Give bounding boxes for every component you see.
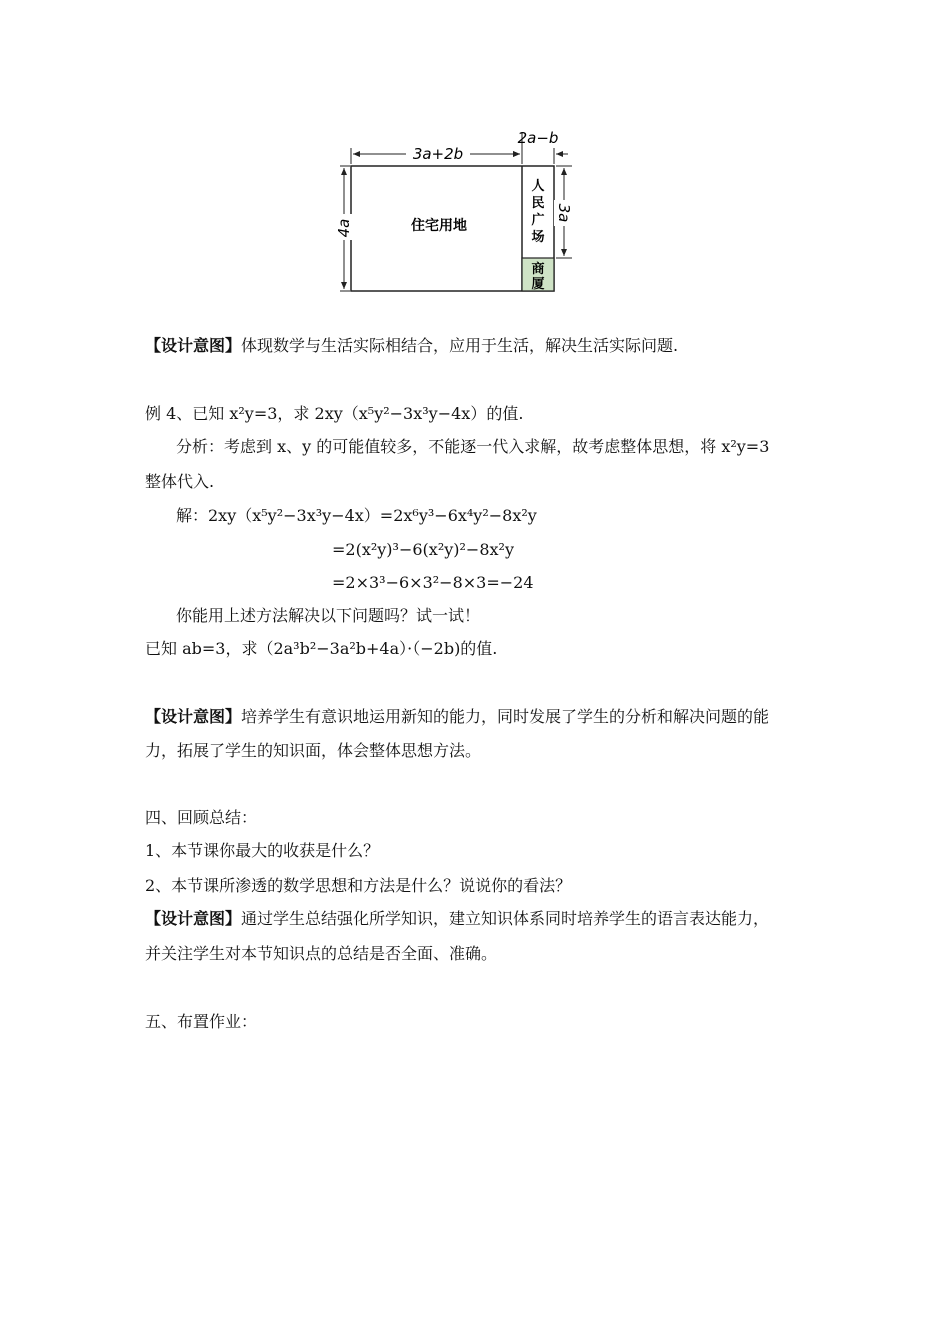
review-heading: 四、回顾总结： [145, 808, 258, 827]
top-width-label: 3a+2b [412, 145, 464, 163]
homework-heading: 五、布置作业： [145, 1012, 258, 1031]
solution-line-3: =2×3³−6×3²−8×3=−24 [332, 573, 534, 592]
example-4 [145, 404, 523, 424]
solution-line-2: =2(x²y)³−6(x²y)²−8x²y [332, 540, 514, 559]
main-region-label: 住宅用地 [411, 218, 467, 234]
design-intent-label: 【设计意图】 [145, 336, 242, 355]
design-intent-label: 【设计意图】 [145, 909, 242, 928]
example-prefix: 例 4、已知 [145, 404, 230, 423]
mall-char: 厦 [531, 277, 545, 292]
exercise: 已知 ab=3，求（2a³b²−3a²b+4a）·（−2b)的值. [145, 639, 498, 658]
review-question-1: 1、本节课你最大的收获是什么？ [145, 841, 380, 860]
example-expression: 2xy（x⁵y²−3x³y−4x） [314, 404, 487, 423]
right-height-label: 3a [555, 203, 573, 223]
left-height-label: 4a [335, 218, 353, 238]
square-char: 民 [531, 196, 545, 211]
design-intent-text: 培养学生有意识地运用新知的能力，同时发展了学生的分析和解决问题的能 [241, 707, 770, 726]
design-intent-text: 通过学生总结强化所学知识，建立知识体系同时培养学生的语言表达能力， [241, 909, 770, 928]
analysis-line-2: 整体代入. [145, 472, 215, 491]
example-suffix: 的值. [486, 404, 524, 423]
design-intent-text: 体现数学与生活实际相结合，应用于生活，解决生活实际问题. [241, 336, 679, 355]
land-use-diagram [320, 128, 580, 300]
right-width-label: 2a−b [517, 129, 559, 147]
design-intent-2 [145, 707, 769, 727]
square-char: 场 [531, 230, 545, 245]
design-intent-2-cont: 力，拓展了学生的知识面，体会整体思想方法。 [145, 741, 482, 760]
review-question-2: 2、本节课所渗透的数学思想和方法是什么？说说你的看法？ [145, 876, 572, 895]
mall-char: 商 [531, 262, 545, 277]
example-mid: ，求 [277, 404, 315, 423]
design-intent-label: 【设计意图】 [145, 707, 242, 726]
solution-line-1: 解：2xy（x⁵y²−3x³y−4x）=2x⁶y³−6x⁴y²−8x²y [176, 506, 537, 525]
design-intent-1 [145, 336, 678, 356]
example-given: x²y=3 [229, 404, 278, 423]
square-char: 人 [531, 179, 545, 194]
square-char: 广 [531, 213, 545, 228]
design-intent-3-cont: 并关注学生对本节知识点的总结是否全面、准确。 [145, 944, 498, 963]
analysis-line-1: 分析：考虑到 x、y 的可能值较多，不能逐一代入求解，故考虑整体思想，将 x²y=3 [176, 437, 770, 456]
try-it-prompt: 你能用上述方法解决以下问题吗？试一试！ [176, 606, 481, 625]
design-intent-3 [145, 909, 769, 929]
